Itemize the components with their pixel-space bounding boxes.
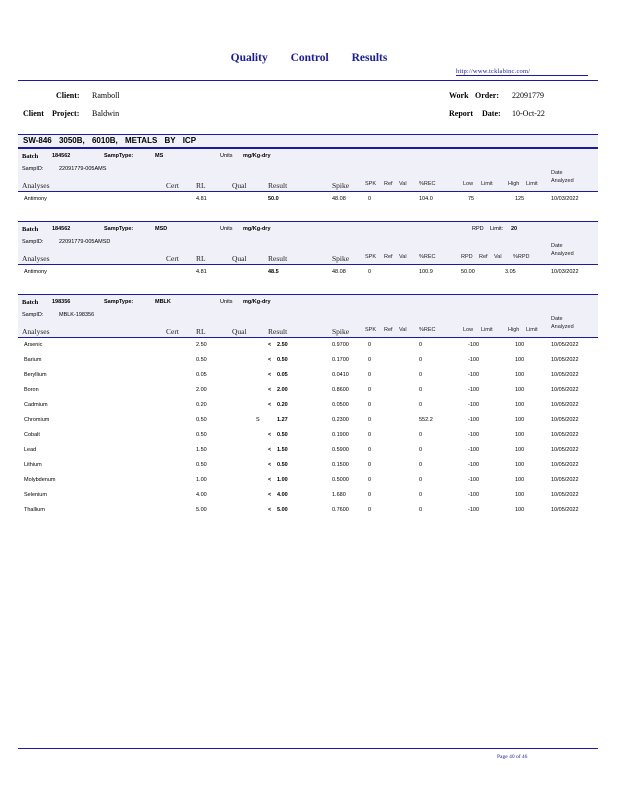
- analyte-cell: Cadmium: [24, 402, 48, 408]
- table-row: [18, 429, 598, 444]
- pct-rpd-cell: 3.05: [505, 269, 516, 275]
- limit-header: Limit: [481, 181, 493, 187]
- rec-cell: 100.9: [419, 269, 433, 275]
- spike-cell: 0.0410: [332, 372, 349, 378]
- spike-cell: 48.08: [332, 196, 346, 202]
- rec-cell: 104.0: [419, 196, 433, 202]
- table-row: [18, 354, 598, 369]
- batch-number: 198356: [52, 299, 71, 305]
- analyte-cell: Antimony: [24, 269, 47, 275]
- samptype-value: MBLK: [155, 299, 171, 305]
- date-cell: 10/05/2022: [551, 387, 579, 393]
- result-cell: 5.00: [277, 507, 288, 513]
- rec-header: %REC: [419, 327, 436, 333]
- date-cell: 10/05/2022: [551, 372, 579, 378]
- analyzed-header: Analyzed: [551, 324, 574, 330]
- title-word: Control: [290, 52, 329, 64]
- rl-cell: 5.00: [196, 507, 207, 513]
- rpd-header: RPD: [461, 254, 473, 260]
- spk-ref-cell: 0: [368, 477, 372, 483]
- date-cell: 10/05/2022: [551, 477, 579, 483]
- rec-cell: 0: [419, 432, 423, 438]
- rl-cell: 0.05: [196, 372, 207, 378]
- date-cell: 10/05/2022: [551, 507, 579, 513]
- analyses-header: Analyses: [22, 254, 50, 263]
- result-cell: 48.5: [268, 269, 279, 275]
- title-word: Results: [351, 52, 388, 64]
- low-limit-cell: -100: [468, 387, 480, 393]
- result-header: Result: [268, 254, 288, 263]
- batch-number: 184562: [52, 226, 71, 232]
- rec-header: %REC: [419, 254, 436, 260]
- rl-cell: 4.81: [196, 269, 207, 275]
- work-label: Work: [449, 91, 469, 100]
- date-cell: 10/05/2022: [551, 447, 579, 453]
- date-cell: 10/05/2022: [551, 417, 579, 423]
- units-value: mg/Kg-dry: [243, 299, 271, 305]
- rl-cell: 2.50: [196, 342, 207, 348]
- method-section-header: [18, 134, 598, 148]
- batch-label: Batch: [22, 299, 39, 306]
- rec-cell: 0: [419, 447, 423, 453]
- report-label-2: Date:: [482, 109, 501, 118]
- low-header: Low: [463, 327, 474, 333]
- result-cell: 0.50: [277, 357, 288, 363]
- analyses-header: Analyses: [22, 181, 50, 190]
- units-value: mg/Kg-dry: [243, 153, 271, 159]
- low-limit-cell: -100: [468, 492, 480, 498]
- rl-cell: 0.50: [196, 432, 207, 438]
- result-cell: 1.00: [277, 477, 288, 483]
- result-cell: 0.50: [277, 462, 288, 468]
- spike-cell: 0.5900: [332, 447, 349, 453]
- table-row: [18, 489, 598, 504]
- high-limit-cell: 100: [515, 402, 525, 408]
- samptype-label: SampType:: [104, 226, 134, 232]
- footer-divider: [18, 748, 598, 749]
- high-limit-cell: 100: [515, 357, 525, 363]
- date-cell: 10/03/2022: [551, 196, 579, 202]
- low-limit-cell: -100: [468, 447, 480, 453]
- sampid-value: 22091779-005AMS: [59, 166, 107, 172]
- spk-ref-cell: 0: [368, 447, 372, 453]
- high-limit-cell: 100: [515, 507, 525, 513]
- qual-header: Qual: [232, 254, 247, 263]
- analyzed-header: Analyzed: [551, 251, 574, 257]
- result-cell: 2.00: [277, 387, 288, 393]
- sampid-label: SampID:: [22, 166, 44, 172]
- date-header: Date: [551, 316, 563, 322]
- rec-cell: 0: [419, 462, 423, 468]
- analyte-cell: Barium: [24, 357, 42, 363]
- page-number: Page 40 of 46: [497, 754, 528, 760]
- work-label-2: Order:: [475, 91, 499, 100]
- result-cell: 0.50: [277, 432, 288, 438]
- analyte-cell: Beryllium: [24, 372, 47, 378]
- rec-cell: 0: [419, 492, 423, 498]
- low-limit-cell: -100: [468, 507, 480, 513]
- result-cell: 0.05: [277, 372, 288, 378]
- high-limit-cell: 100: [515, 477, 525, 483]
- spk-ref-cell: 0: [368, 372, 372, 378]
- rec-cell: 0: [419, 507, 423, 513]
- high-limit-cell: 100: [515, 447, 525, 453]
- high-limit-cell: 100: [515, 387, 525, 393]
- ref-header: Ref: [384, 254, 393, 260]
- rec-cell: 0: [419, 402, 423, 408]
- sampid-label: SampID:: [22, 239, 44, 245]
- batch-label: Batch: [22, 226, 39, 233]
- low-limit-cell: -100: [468, 432, 480, 438]
- low-limit-cell: 75: [468, 196, 475, 202]
- result-cell: 1.27: [277, 417, 288, 423]
- rl-cell: 2.00: [196, 387, 207, 393]
- rec-cell: 0: [419, 387, 423, 393]
- analyses-header: Analyses: [22, 327, 50, 336]
- batch-header-ms: [18, 148, 598, 192]
- spk-header: SPK: [365, 327, 377, 333]
- ref-header: Ref: [384, 181, 393, 187]
- spk-ref-cell: 0: [368, 196, 372, 202]
- rl-cell: 1.50: [196, 447, 207, 453]
- less-than-cell: <: [268, 372, 272, 378]
- rec-cell: 0: [419, 372, 423, 378]
- date-header: Date: [551, 243, 563, 249]
- less-than-cell: <: [268, 432, 272, 438]
- samptype-label: SampType:: [104, 153, 134, 159]
- limit-header: Limit: [526, 181, 538, 187]
- cert-header: Cert: [166, 181, 179, 190]
- report-label: Report: [449, 109, 473, 118]
- page-title: [0, 52, 618, 64]
- spk-ref-cell: 0: [368, 507, 372, 513]
- project-value: Baldwin: [92, 109, 120, 118]
- val-header: Val: [399, 254, 407, 260]
- date-cell: 10/03/2022: [551, 269, 579, 275]
- spk-ref-cell: 0: [368, 432, 372, 438]
- high-limit-cell: 125: [515, 196, 525, 202]
- spike-cell: 1.680: [332, 492, 346, 498]
- high-limit-cell: 100: [515, 342, 525, 348]
- analyte-cell: Cobalt: [24, 432, 40, 438]
- result-cell: 1.50: [277, 447, 288, 453]
- title-word: Quality: [230, 52, 268, 64]
- spike-header: Spike: [332, 327, 350, 336]
- spike-header: Spike: [332, 254, 350, 263]
- less-than-cell: <: [268, 447, 272, 453]
- analyte-cell: Chromium: [24, 417, 50, 423]
- spike-cell: 0.1900: [332, 432, 349, 438]
- high-limit-cell: 100: [515, 372, 525, 378]
- table-row: [18, 399, 598, 414]
- spk-header: SPK: [365, 254, 377, 260]
- rpd-limit-value: 20: [511, 226, 518, 232]
- date-cell: 10/05/2022: [551, 432, 579, 438]
- high-limit-cell: 100: [515, 432, 525, 438]
- table-row: [18, 266, 598, 281]
- units-label: Units: [220, 226, 233, 232]
- table-row: [18, 459, 598, 474]
- rl-header: RL: [196, 327, 206, 336]
- sampid-value: 22091779-005AMSD: [59, 239, 111, 245]
- low-limit-cell: -100: [468, 357, 480, 363]
- limit-header: Limit: [481, 327, 493, 333]
- spk-ref-cell: 0: [368, 402, 372, 408]
- client-label: Client:: [56, 91, 80, 100]
- cert-header: Cert: [166, 254, 179, 263]
- result-header: Result: [268, 327, 288, 336]
- result-header: Result: [268, 181, 288, 190]
- rpd-ref-cell: 50.00: [461, 269, 475, 275]
- analyte-cell: Selenium: [24, 492, 47, 498]
- rl-cell: 4.00: [196, 492, 207, 498]
- report-date-value: 10-Oct-22: [512, 109, 545, 118]
- spike-cell: 48.08: [332, 269, 346, 275]
- rpd-limit-label: Limit:: [490, 226, 504, 232]
- table-row: [18, 444, 598, 459]
- spk-ref-cell: 0: [368, 342, 372, 348]
- spike-cell: 0.0500: [332, 402, 349, 408]
- less-than-cell: <: [268, 357, 272, 363]
- spk-ref-cell: 0: [368, 417, 372, 423]
- batch-label: Batch: [22, 153, 39, 160]
- low-limit-cell: -100: [468, 402, 480, 408]
- batch-header-msd: [18, 221, 598, 265]
- val-header: Val: [399, 181, 407, 187]
- spike-cell: 0.8600: [332, 387, 349, 393]
- spk-ref-cell: 0: [368, 492, 372, 498]
- spk-ref-cell: 0: [368, 269, 372, 275]
- rec-cell: 0: [419, 357, 423, 363]
- result-cell: 2.50: [277, 342, 288, 348]
- ref-header: Ref: [479, 254, 488, 260]
- spike-cell: 0.2300: [332, 417, 349, 423]
- less-than-cell: <: [268, 387, 272, 393]
- table-row: [18, 474, 598, 489]
- qual-header: Qual: [232, 327, 247, 336]
- table-row: [18, 193, 598, 208]
- low-limit-cell: -100: [468, 342, 480, 348]
- high-limit-cell: 100: [515, 492, 525, 498]
- samptype-label: SampType:: [104, 299, 134, 305]
- val-header: Val: [399, 327, 407, 333]
- high-header: High: [508, 327, 520, 333]
- high-header: High: [508, 181, 520, 187]
- low-limit-cell: -100: [468, 372, 480, 378]
- project-label-2: Project:: [52, 109, 80, 118]
- table-row: [18, 414, 598, 429]
- table-row: [18, 339, 598, 354]
- low-header: Low: [463, 181, 474, 187]
- date-cell: 10/05/2022: [551, 402, 579, 408]
- divider: [18, 80, 598, 81]
- rl-cell: 0.50: [196, 417, 207, 423]
- rl-header: RL: [196, 181, 206, 190]
- rl-header: RL: [196, 254, 206, 263]
- samptype-value: MS: [155, 153, 164, 159]
- spike-cell: 0.5000: [332, 477, 349, 483]
- rec-header: %REC: [419, 181, 436, 187]
- table-row: [18, 384, 598, 399]
- spike-cell: 0.1500: [332, 462, 349, 468]
- batch-header-mblk: [18, 294, 598, 338]
- limit-header: Limit: [526, 327, 538, 333]
- date-cell: 10/05/2022: [551, 462, 579, 468]
- low-limit-cell: -100: [468, 417, 480, 423]
- analyte-cell: Lithium: [24, 462, 42, 468]
- high-limit-cell: 100: [515, 462, 525, 468]
- spike-cell: 0.7600: [332, 507, 349, 513]
- date-cell: 10/05/2022: [551, 357, 579, 363]
- rl-cell: 1.00: [196, 477, 207, 483]
- high-limit-cell: 100: [515, 417, 525, 423]
- less-than-cell: <: [268, 507, 272, 513]
- qual-header: Qual: [232, 181, 247, 190]
- rl-cell: 0.50: [196, 462, 207, 468]
- analyte-cell: Antimony: [24, 196, 47, 202]
- units-label: Units: [220, 153, 233, 159]
- pct-rpd-header: %RPD: [513, 254, 530, 260]
- rec-cell: 0: [419, 342, 423, 348]
- analyte-cell: Lead: [24, 447, 37, 453]
- less-than-cell: <: [268, 462, 272, 468]
- batch-number: 184562: [52, 153, 71, 159]
- work-order-value: 22091779: [512, 91, 544, 100]
- less-than-cell: <: [268, 402, 272, 408]
- spk-ref-cell: 0: [368, 357, 372, 363]
- sampid-label: SampID:: [22, 312, 44, 318]
- result-cell: 50.0: [268, 196, 279, 202]
- less-than-cell: <: [268, 342, 272, 348]
- result-cell: 4.00: [277, 492, 288, 498]
- date-cell: 10/05/2022: [551, 492, 579, 498]
- low-limit-cell: -100: [468, 462, 480, 468]
- project-label: Client: [23, 109, 44, 118]
- ref-header: Ref: [384, 327, 393, 333]
- spike-cell: 0.1700: [332, 357, 349, 363]
- date-cell: 10/05/2022: [551, 342, 579, 348]
- rl-cell: 0.20: [196, 402, 207, 408]
- val-header: Val: [494, 254, 502, 260]
- table-row: [18, 504, 598, 519]
- table-row: [18, 369, 598, 384]
- result-cell: 0.20: [277, 402, 288, 408]
- less-than-cell: <: [268, 477, 272, 483]
- analyte-cell: Molybdenum: [24, 477, 56, 483]
- sampid-value: MBLK-198356: [59, 312, 95, 318]
- samptype-value: MSD: [155, 226, 168, 232]
- analyzed-header: Analyzed: [551, 178, 574, 184]
- rec-cell: 552.2: [419, 417, 433, 423]
- analyte-cell: Arsenic: [24, 342, 43, 348]
- spk-ref-cell: 0: [368, 387, 372, 393]
- method-title: SW-846 3050B, 6010B, METALS BY ICP: [23, 136, 197, 145]
- low-limit-cell: -100: [468, 477, 480, 483]
- lab-url-link[interactable]: http://www.tcklabinc.com/: [456, 68, 588, 76]
- client-value: Ramboll: [92, 91, 120, 100]
- spk-ref-cell: 0: [368, 462, 372, 468]
- spk-header: SPK: [365, 181, 377, 187]
- rpd-label: RPD: [472, 226, 484, 232]
- rec-cell: 0: [419, 477, 423, 483]
- date-header: Date: [551, 170, 563, 176]
- spike-cell: 0.9700: [332, 342, 349, 348]
- units-value: mg/Kg-dry: [243, 226, 271, 232]
- rl-cell: 4.81: [196, 196, 207, 202]
- rl-cell: 0.50: [196, 357, 207, 363]
- cert-header: Cert: [166, 327, 179, 336]
- less-than-cell: <: [268, 492, 272, 498]
- spike-header: Spike: [332, 181, 350, 190]
- analyte-cell: Boron: [24, 387, 39, 393]
- qual-cell: S: [256, 417, 260, 423]
- analyte-cell: Thallium: [24, 507, 45, 513]
- units-label: Units: [220, 299, 233, 305]
